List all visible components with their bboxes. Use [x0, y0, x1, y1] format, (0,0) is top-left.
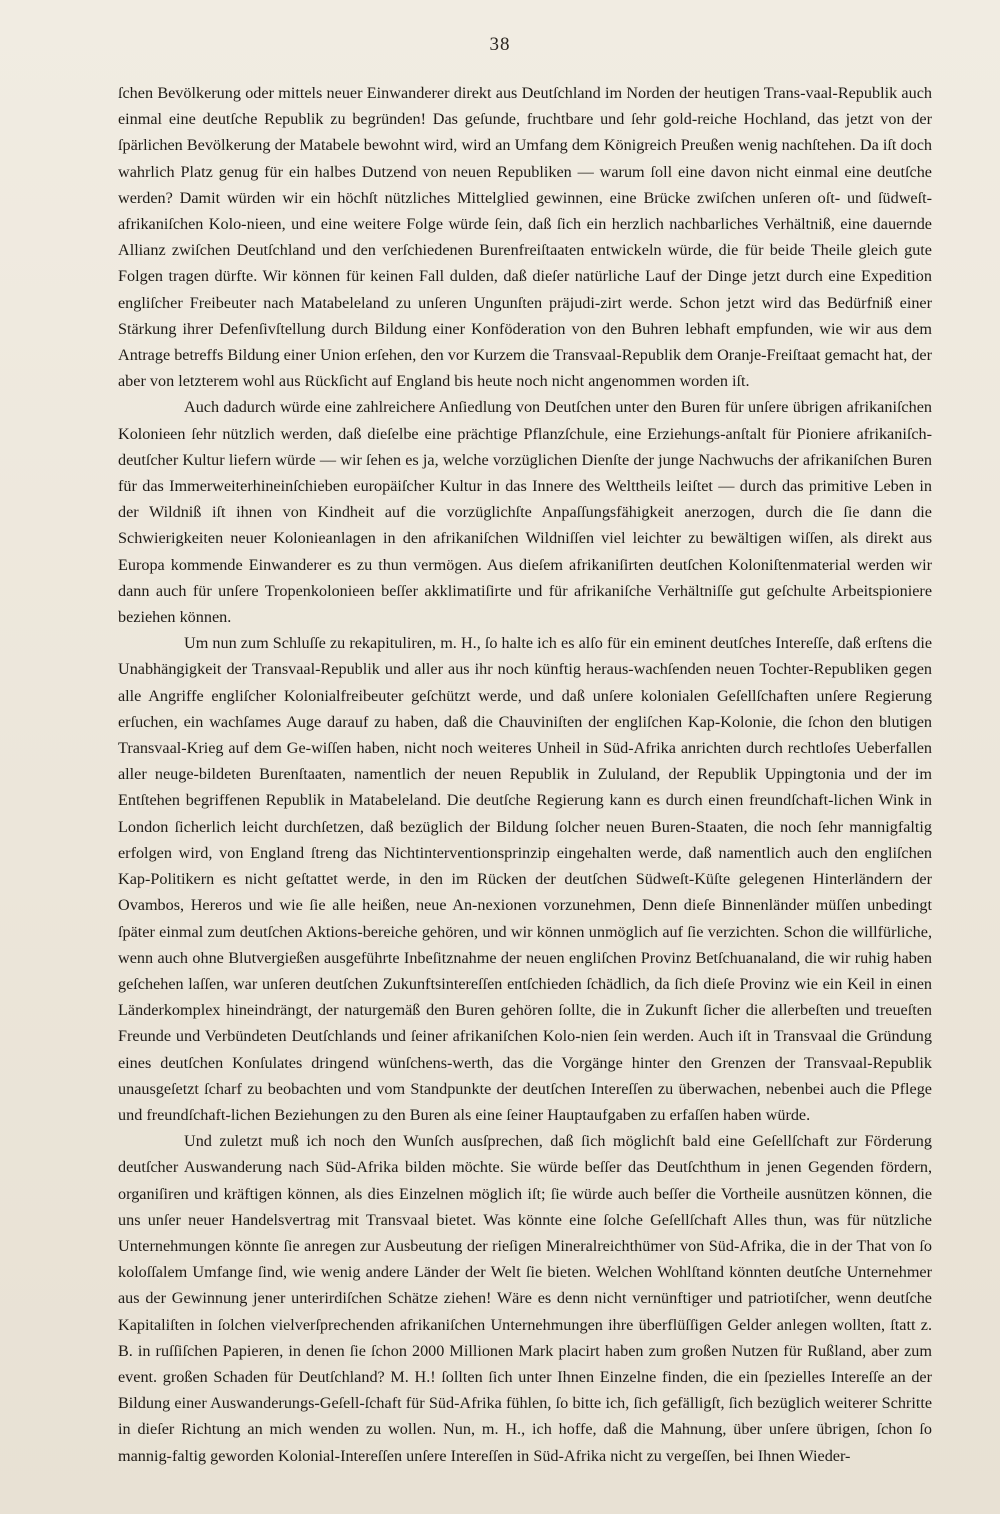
paragraph: Und zuletzt muß ich noch den Wunſch ausſprechen, daß ſich möglichſt bald eine Geſellſchaft zur Förderung deutſcher Auswanderung nach Süd-Afrika bilden möchte. Sie würde beſſer das Deutſchthum in jenen Gegenden fördern, organiſiren und kräftigen können, als dies Einzelnen möglich iſt; ſie würde auch beſſer die Vortheile ausnützen können, die uns unſer neuer Handelsvertrag mit Transvaal bietet. Was könnte eine ſolche Geſellſchaft Alles thun, was für nützliche Unternehmungen könnte ſie anregen zur Ausbeutung der rieſigen Mineralreichthümer von Süd-Afrika, die in der That von ſo koloſſalem Umfange ſind, wie wenig andere Länder der Welt ſie bieten. Welchen Wohlſtand könnten deutſche Unternehmer aus der Gewinnung jener unterirdiſchen Schätze ziehen! Wäre es denn nicht vernünftiger und patriotiſcher, wenn deutſche Kapitaliſten in ſolchen vielverſprechenden afrikaniſchen Unternehmungen ihre überflüſſigen Gelder anlegen wollten, ſtatt z. B. in ruſſiſchen Papieren, in denen ſie ſchon 2000 Millionen Mark placirt haben zum großen Nutzen für Rußland, aber zum event. großen Schaden für Deutſchland? M. H.! ſollten ſich unter Ihnen Einzelne finden, die ein ſpezielles Intereſſe an der Bildung einer Auswanderungs-Geſell-ſchaft für Süd-Afrika fühlen, ſo bitte ich, ſich gefälligſt, ſich bezüglich weiterer Schritte in dieſer Richtung an mich wenden zu wollen. Nun, m. H., ich hoffe, daß die Mahnung, über unſere übrigen, ſchon ſo mannig-faltig geworden Kolonial-Intereſſen unſere Intereſſen in Süd-Afrika nicht zu vergeſſen, bei Ihnen Wieder-: [118, 1132, 932, 1465]
paragraph: Um nun zum Schluſſe zu rekapituliren, m. H., ſo halte ich es alſo für ein eminent deutſches Intereſſe, daß erſtens die Unabhängigkeit der Transvaal-Republik und aller aus ihr noch künftig heraus-wachſenden neuen Tochter-Republiken gegen alle Angriffe engliſcher Kolonialfreibeuter geſchützt werde, und daß unſere kolonialen Geſellſchaften unſere Regierung erſuchen, ein wachſames Auge darauf zu haben, daß die Chauviniſten der engliſchen Kap-Kolonie, die ſchon den blutigen Transvaal-Krieg auf dem Ge-wiſſen haben, nicht noch weiteres Unheil in Süd-Afrika anrichten durch rechtloſes Ueberfallen aller neuge-bildeten Burenſtaaten, namentlich der neuen Republik in Zululand, der Republik Uppingtonia und der im Entſtehen begriffenen Republik in Matabeleland. Die deutſche Regierung kann es durch einen freundſchaft-lichen Wink in London ſicherlich leicht durchſetzen, daß bezüglich der Bildung ſolcher neuen Buren-Staaten, die noch ſehr mannigfaltig erfolgen wird, von England ſtreng das Nichtinterventionsprinzip eingehalten werde, daß namentlich auch den engliſchen Kap-Politikern es nicht geſtattet werde, in den im Rücken der deutſchen Südweſt-Küſte gelegenen Hinterländern der Ovambos, Hereros und wie ſie alle heißen, neue An-nexionen vorzunehmen, Denn dieſe Binnenländer müſſen unbedingt ſpäter einmal zum deutſchen Aktions-bereiche gehören, und wir können unmöglich auf ſie verzichten. Schon die willfürliche, wenn auch ohne Blutvergießen ausgeführte Inbeſitznahme der neuen engliſchen Provinz Betſchuanaland, die wir ruhig haben geſchehen laſſen, war unſeren deutſchen Zukunftsintereſſen entſchieden ſchädlich, da ſich dieſe Provinz wie ein Keil in einen Länderkomplex hineindrängt, der naturgemäß den Buren gehören ſollte, die in Zukunft ſicher die allerbeſten und treueſten Freunde und Verbündeten Deutſchlands und ſeiner afrikaniſchen Kolo-nien ſein werden. Auch iſt in Transvaal die Gründung eines deutſchen Konſulates dringend wünſchens-werth, das die Vorgänge hinter den Grenzen der Transvaal-Republik unausgeſetzt ſcharf zu beobachten und vom Standpunkte der deutſchen Intereſſen zu überwachen, nebenbei auch die Pflege und freundſchaft-lichen Beziehungen zu den Buren als eine ſeiner Hauptaufgaben zu erfaſſen haben würde.: [118, 634, 932, 1124]
paragraph: ſchen Bevölkerung oder mittels neuer Einwanderer direkt aus Deutſchland im Norden der heutigen Trans-vaal-Republik auch einmal eine deutſche Republik zu begründen! Das geſunde, fruchtbare und ſehr gold-reiche Hochland, das jetzt von der ſpärlichen Bevölkerung der Matabele bewohnt wird, wird an Umfang dem Königreich Preußen wenig nachſtehen. Da iſt doch wahrlich Platz genug für ein halbes Dutzend von neuen Republiken — warum ſoll eine davon nicht einmal eine deutſche werden? Damit würden wir ein höchſt nützliches Mittelglied gewinnen, eine Brücke zwiſchen unſeren oſt- und ſüdweſt-afrikaniſchen Kolo-nieen, und eine weitere Folge würde ſein, daß ſich ein herzlich nachbarliches Verhältniß, eine dauernde Allianz zwiſchen Deutſchland und den verſchiedenen Burenfreiſtaaten entwickeln würde, die für beide Theile gleich gute Folgen tragen dürfte. Wir können für keinen Fall dulden, daß dieſer natürliche Lauf der Dinge jetzt durch eine Expedition engliſcher Freibeuter nach Matabeleland zu unſeren Ungunſten präjudi-zirt werde. Schon jetzt wird das Bedürfniß einer Stärkung ihrer Defenſivſtellung durch Bildung einer Konföderation von den Buhren lebhaft empfunden, wie wir aus dem Antrage betreffs Bildung einer Union erſehen, den vor Kurzem die Transvaal-Republik dem Oranje-Freiſtaat gemacht hat, der aber von letzterem wohl aus Rückſicht auf England bis heute noch nicht angenommen worden iſt.: [118, 84, 932, 391]
page-number: 38: [489, 34, 511, 55]
body-text: [118, 80, 932, 1469]
paragraph: Auch dadurch würde eine zahlreichere Anſiedlung von Deutſchen unter den Buren für unſere übrigen afrikaniſchen Kolonieen ſehr nützlich werden, daß dieſelbe eine prächtige Pflanzſchule, eine Erziehungs-anſtalt für Pioniere afrikaniſch-deutſcher Kultur liefern würde — wir ſehen es ja, welche vorzüglichen Dienſte der junge Nachwuchs der afrikaniſchen Buren für das Immerweiterhineinſchieben europäiſcher Kultur in das Innere des Welttheils leiſtet — durch das primitive Leben in der Wildniß iſt ihnen von Kindheit auf die vorzüglichſte Anpaſſungsfähigkeit anerzogen, durch die ſie dann die Schwierigkeiten neuer Kolonieanlagen in den afrikaniſchen Wildniſſen viel leichter zu bewältigen wiſſen, als direkt aus Europa kommende Einwanderer es zu thun vermögen. Aus dieſem afrikaniſirten deutſchen Koloniſtenmaterial werden wir dann auch für unſere Tropenkolonieen beſſer akklimatiſirte und für afrikaniſche Verhältniſſe gut geſchulte Arbeitspioniere beziehen können.: [118, 398, 932, 627]
